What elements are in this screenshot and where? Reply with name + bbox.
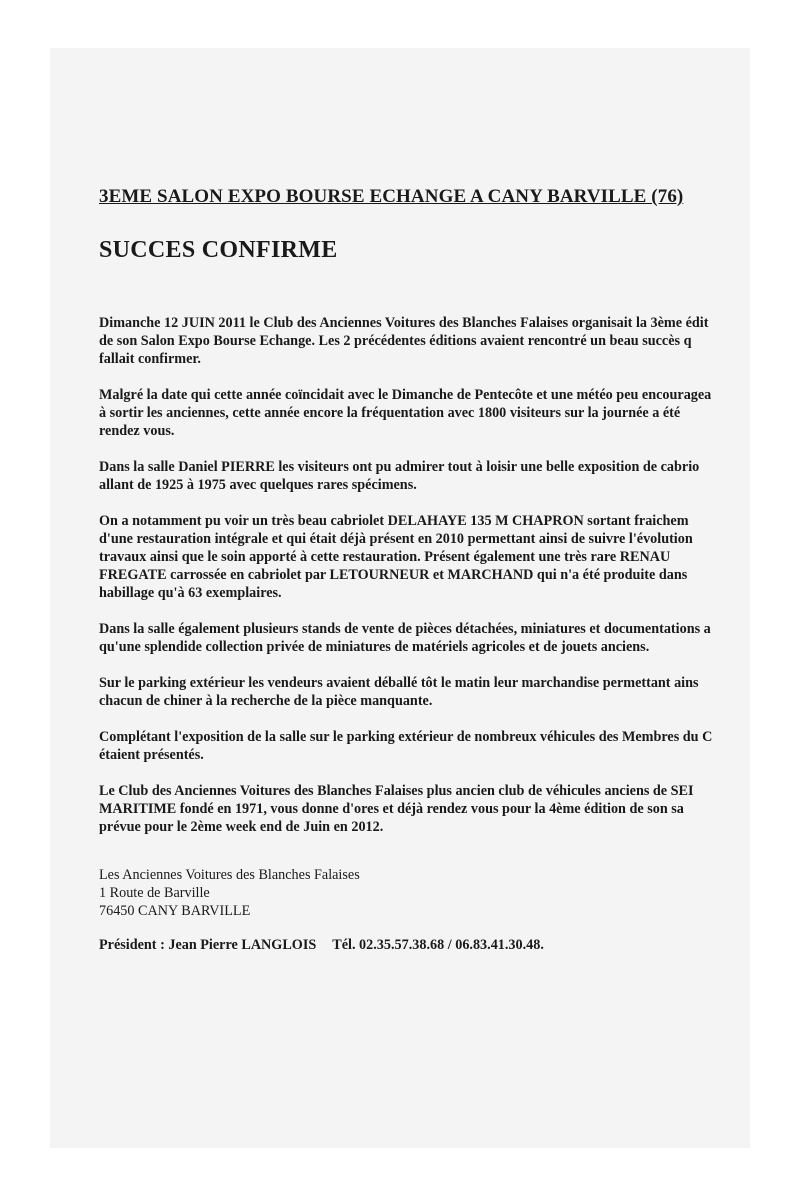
text-line: Complétant l'exposition de la salle sur le parking extérieur de nombreux véhicules des Membres du C <box>99 729 713 745</box>
address-line: Les Anciennes Voitures des Blanches Falaises <box>99 867 360 883</box>
contact-line <box>99 936 750 954</box>
text-line: qu'une splendide collection privée de miniatures de matériels agricoles et de jouets anciens. <box>99 639 650 655</box>
text-line: chacun de chiner à la recherche de la pièce manquante. <box>99 693 433 709</box>
text-line: Dimanche 12 JUIN 2011 le Club des Anciennes Voitures des Blanches Falaises organisait la 3ème édit <box>99 315 709 331</box>
document-content <box>99 186 750 954</box>
text-line: travaux ainsi que le soin apporté à cette restauration. Présent également une très rare RENAU <box>99 549 671 565</box>
address-line: 76450 CANY BARVILLE <box>99 903 251 919</box>
text-line: rendez vous. <box>99 423 175 439</box>
document-body <box>99 314 750 836</box>
paragraph-next-edition <box>99 782 750 836</box>
paragraph-highlight-cars <box>99 512 750 602</box>
paragraph-stands <box>99 620 750 656</box>
text-line: fallait confirmer. <box>99 351 201 367</box>
text-line: Dans la salle Daniel PIERRE les visiteurs ont pu admirer tout à loisir une belle exposition de cabrio <box>99 459 700 475</box>
text-line: Le Club des Anciennes Voitures des Blanches Falaises plus ancien club de véhicules anciens de SEI <box>99 783 694 799</box>
text-line: habillage qu'à 63 exemplaires. <box>99 585 282 601</box>
paragraph-attendance <box>99 386 750 440</box>
paragraph-parking-vendors <box>99 674 750 710</box>
club-contact <box>99 936 750 954</box>
paragraph-event-intro <box>99 314 750 368</box>
text-line: à sortir les anciennes, cette année encore la fréquentation avec 1800 visiteurs sur la journée a été <box>99 405 681 421</box>
president-name: Président : Jean Pierre LANGLOIS <box>99 937 317 953</box>
text-line: Sur le parking extérieur les vendeurs avaient déballé tôt le matin leur marchandise permettant ains <box>99 675 699 691</box>
scanned-page <box>50 48 750 1148</box>
address-line: 1 Route de Barville <box>99 885 210 901</box>
text-line: prévue pour le 2ème week end de Juin en 2012. <box>99 819 384 835</box>
paragraph-exhibition-hall <box>99 458 750 494</box>
text-line: Dans la salle également plusieurs stands de vente de pièces détachées, miniatures et documentations a <box>99 621 711 637</box>
document-subtitle: SUCCES CONFIRME <box>99 237 338 263</box>
phone-numbers: Tél. 02.35.57.38.68 / 06.83.41.30.48. <box>332 937 544 953</box>
document-title: 3EME SALON EXPO BOURSE ECHANGE A CANY BARVILLE (76) <box>99 186 684 207</box>
text-line: FREGATE carrossée en cabriolet par LETOURNEUR et MARCHAND qui n'a été produite dans <box>99 567 688 583</box>
text-line: allant de 1925 à 1975 avec quelques rares spécimens. <box>99 477 417 493</box>
text-line: d'une restauration intégrale et qui était déjà présent en 2010 permettant ainsi de suivre l'évolution <box>99 531 693 547</box>
text-line: Malgré la date qui cette année coïncidait avec le Dimanche de Pentecôte et une météo peu encouragea <box>99 387 712 403</box>
text-line: étaient présentés. <box>99 747 204 763</box>
club-address <box>99 866 750 920</box>
text-line: de son Salon Expo Bourse Echange. Les 2 précédentes éditions avaient rencontré un beau succès q <box>99 333 692 349</box>
text-line: MARITIME fondé en 1971, vous donne d'ores et déjà rendez vous pour la 4ème édition de son sa <box>99 801 684 817</box>
paragraph-member-vehicles <box>99 728 750 764</box>
text-line: On a notamment pu voir un très beau cabriolet DELAHAYE 135 M CHAPRON sortant fraichem <box>99 513 689 529</box>
